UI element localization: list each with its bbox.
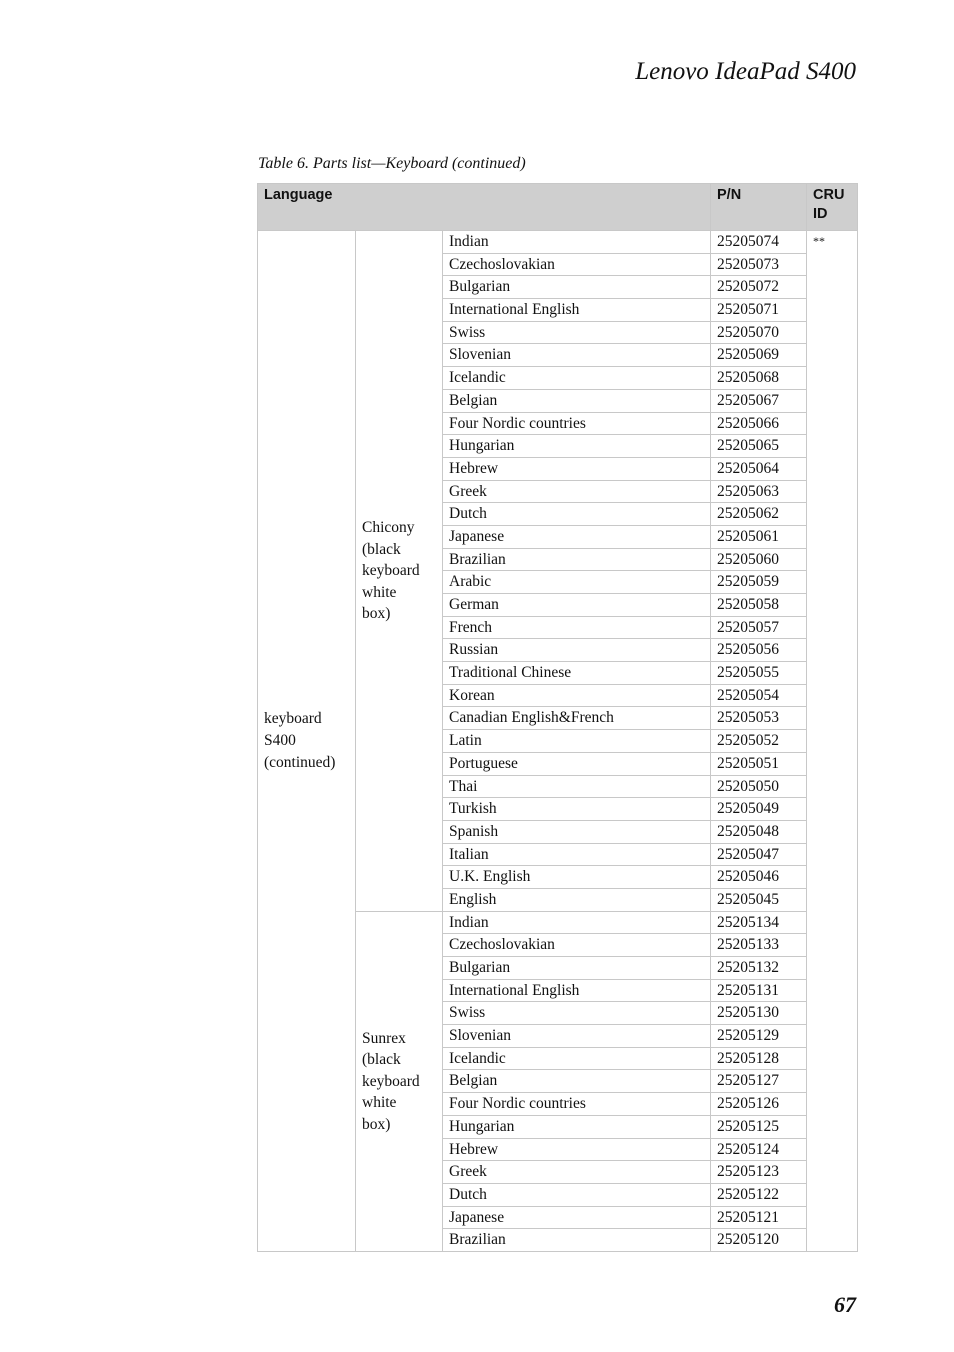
part-number-cell: 25205125: [711, 1115, 807, 1138]
language-cell: German: [443, 594, 711, 617]
part-number-cell: 25205124: [711, 1138, 807, 1161]
language-cell: Japanese: [443, 525, 711, 548]
part-number-cell: 25205051: [711, 752, 807, 775]
language-cell: Hebrew: [443, 1138, 711, 1161]
vendor-label-line: Chicony: [362, 519, 415, 537]
language-cell: Bulgarian: [443, 276, 711, 299]
language-cell: Korean: [443, 684, 711, 707]
part-number-cell: 25205129: [711, 1025, 807, 1048]
table-header-row: [258, 184, 858, 231]
part-number-cell: 25205048: [711, 820, 807, 843]
table-row: [258, 231, 858, 254]
column-header-pn: P/N: [711, 184, 807, 231]
language-cell: Italian: [443, 843, 711, 866]
vendor-label-cell: [356, 231, 443, 912]
part-number-cell: 25205059: [711, 571, 807, 594]
language-cell: Greek: [443, 1161, 711, 1184]
vendor-label-line: white: [362, 583, 397, 601]
part-number-cell: 25205126: [711, 1093, 807, 1116]
part-number-cell: 25205054: [711, 684, 807, 707]
language-cell: Japanese: [443, 1206, 711, 1229]
vendor-label-line: keyboard: [362, 1072, 420, 1090]
part-number-cell: 25205057: [711, 616, 807, 639]
vendor-label-line: box): [362, 605, 391, 623]
part-number-cell: 25205067: [711, 389, 807, 412]
language-cell: Belgian: [443, 389, 711, 412]
part-number-cell: 25205046: [711, 866, 807, 889]
language-cell: Indian: [443, 911, 711, 934]
part-number-cell: 25205060: [711, 548, 807, 571]
part-number-cell: 25205130: [711, 1002, 807, 1025]
group-label-cell: [258, 231, 356, 1252]
part-number-cell: 25205045: [711, 888, 807, 911]
vendor-label-line: box): [362, 1115, 391, 1133]
part-number-cell: 25205055: [711, 662, 807, 685]
part-number-cell: 25205120: [711, 1229, 807, 1252]
language-cell: Spanish: [443, 820, 711, 843]
language-cell: Traditional Chinese: [443, 662, 711, 685]
part-number-cell: 25205127: [711, 1070, 807, 1093]
vendor-label-line: white: [362, 1094, 397, 1112]
part-number-cell: 25205071: [711, 299, 807, 322]
language-cell: Hungarian: [443, 1115, 711, 1138]
language-cell: Czechoslovakian: [443, 934, 711, 957]
part-number-cell: 25205047: [711, 843, 807, 866]
language-cell: Czechoslovakian: [443, 253, 711, 276]
part-number-cell: 25205065: [711, 435, 807, 458]
cru-header-line1: CRU: [813, 187, 845, 203]
part-number-cell: 25205061: [711, 525, 807, 548]
language-cell: Icelandic: [443, 1047, 711, 1070]
language-cell: U.K. English: [443, 866, 711, 889]
language-cell: Arabic: [443, 571, 711, 594]
table-body: [258, 231, 858, 1252]
language-cell: French: [443, 616, 711, 639]
language-cell: Icelandic: [443, 367, 711, 390]
part-number-cell: 25205049: [711, 798, 807, 821]
vendor-label-cell: [356, 911, 443, 1251]
language-cell: Greek: [443, 480, 711, 503]
language-cell: International English: [443, 979, 711, 1002]
cru-id-cell: **: [807, 231, 858, 1252]
part-number-cell: 25205122: [711, 1183, 807, 1206]
language-cell: Russian: [443, 639, 711, 662]
language-cell: English: [443, 888, 711, 911]
part-number-cell: 25205066: [711, 412, 807, 435]
language-cell: Four Nordic countries: [443, 1093, 711, 1116]
language-cell: Brazilian: [443, 548, 711, 571]
column-header-language: Language: [258, 184, 711, 231]
language-cell: Brazilian: [443, 1229, 711, 1252]
part-number-cell: 25205131: [711, 979, 807, 1002]
language-cell: Dutch: [443, 503, 711, 526]
part-number-cell: 25205132: [711, 957, 807, 980]
part-number-cell: 25205053: [711, 707, 807, 730]
part-number-cell: 25205123: [711, 1161, 807, 1184]
part-number-cell: 25205062: [711, 503, 807, 526]
language-cell: Turkish: [443, 798, 711, 821]
part-number-cell: 25205052: [711, 730, 807, 753]
language-cell: Hebrew: [443, 457, 711, 480]
language-cell: Portuguese: [443, 752, 711, 775]
part-number-cell: 25205050: [711, 775, 807, 798]
column-header-cru-id: [807, 184, 858, 231]
language-cell: Canadian English&French: [443, 707, 711, 730]
parts-list-table: [257, 183, 858, 1252]
page-number: 67: [834, 1292, 856, 1317]
language-cell: Belgian: [443, 1070, 711, 1093]
language-cell: Latin: [443, 730, 711, 753]
part-number-cell: 25205133: [711, 934, 807, 957]
language-cell: Dutch: [443, 1183, 711, 1206]
part-number-cell: 25205068: [711, 367, 807, 390]
group-label-line: keyboard: [264, 709, 322, 727]
table-caption: Table 6. Parts list—Keyboard (continued): [258, 155, 526, 172]
vendor-label-line: Sunrex: [362, 1029, 406, 1047]
language-cell: Bulgarian: [443, 957, 711, 980]
language-cell: Indian: [443, 231, 711, 254]
language-cell: International English: [443, 299, 711, 322]
language-cell: Slovenian: [443, 1025, 711, 1048]
language-cell: Swiss: [443, 321, 711, 344]
cru-header-line2: ID: [813, 206, 828, 222]
part-number-cell: 25205058: [711, 594, 807, 617]
part-number-cell: 25205070: [711, 321, 807, 344]
language-cell: Four Nordic countries: [443, 412, 711, 435]
part-number-cell: 25205073: [711, 253, 807, 276]
part-number-cell: 25205069: [711, 344, 807, 367]
page-header-title: Lenovo IdeaPad S400: [635, 58, 856, 85]
part-number-cell: 25205072: [711, 276, 807, 299]
group-label-line: S400: [264, 731, 296, 749]
vendor-label-line: (black: [362, 1051, 401, 1069]
language-cell: Thai: [443, 775, 711, 798]
part-number-cell: 25205074: [711, 231, 807, 254]
language-cell: Swiss: [443, 1002, 711, 1025]
vendor-label-line: (black: [362, 540, 401, 558]
language-cell: Hungarian: [443, 435, 711, 458]
part-number-cell: 25205128: [711, 1047, 807, 1070]
part-number-cell: 25205064: [711, 457, 807, 480]
language-cell: Slovenian: [443, 344, 711, 367]
part-number-cell: 25205063: [711, 480, 807, 503]
part-number-cell: 25205056: [711, 639, 807, 662]
group-label-line: (continued): [264, 753, 336, 771]
part-number-cell: 25205121: [711, 1206, 807, 1229]
part-number-cell: 25205134: [711, 911, 807, 934]
vendor-label-line: keyboard: [362, 562, 420, 580]
